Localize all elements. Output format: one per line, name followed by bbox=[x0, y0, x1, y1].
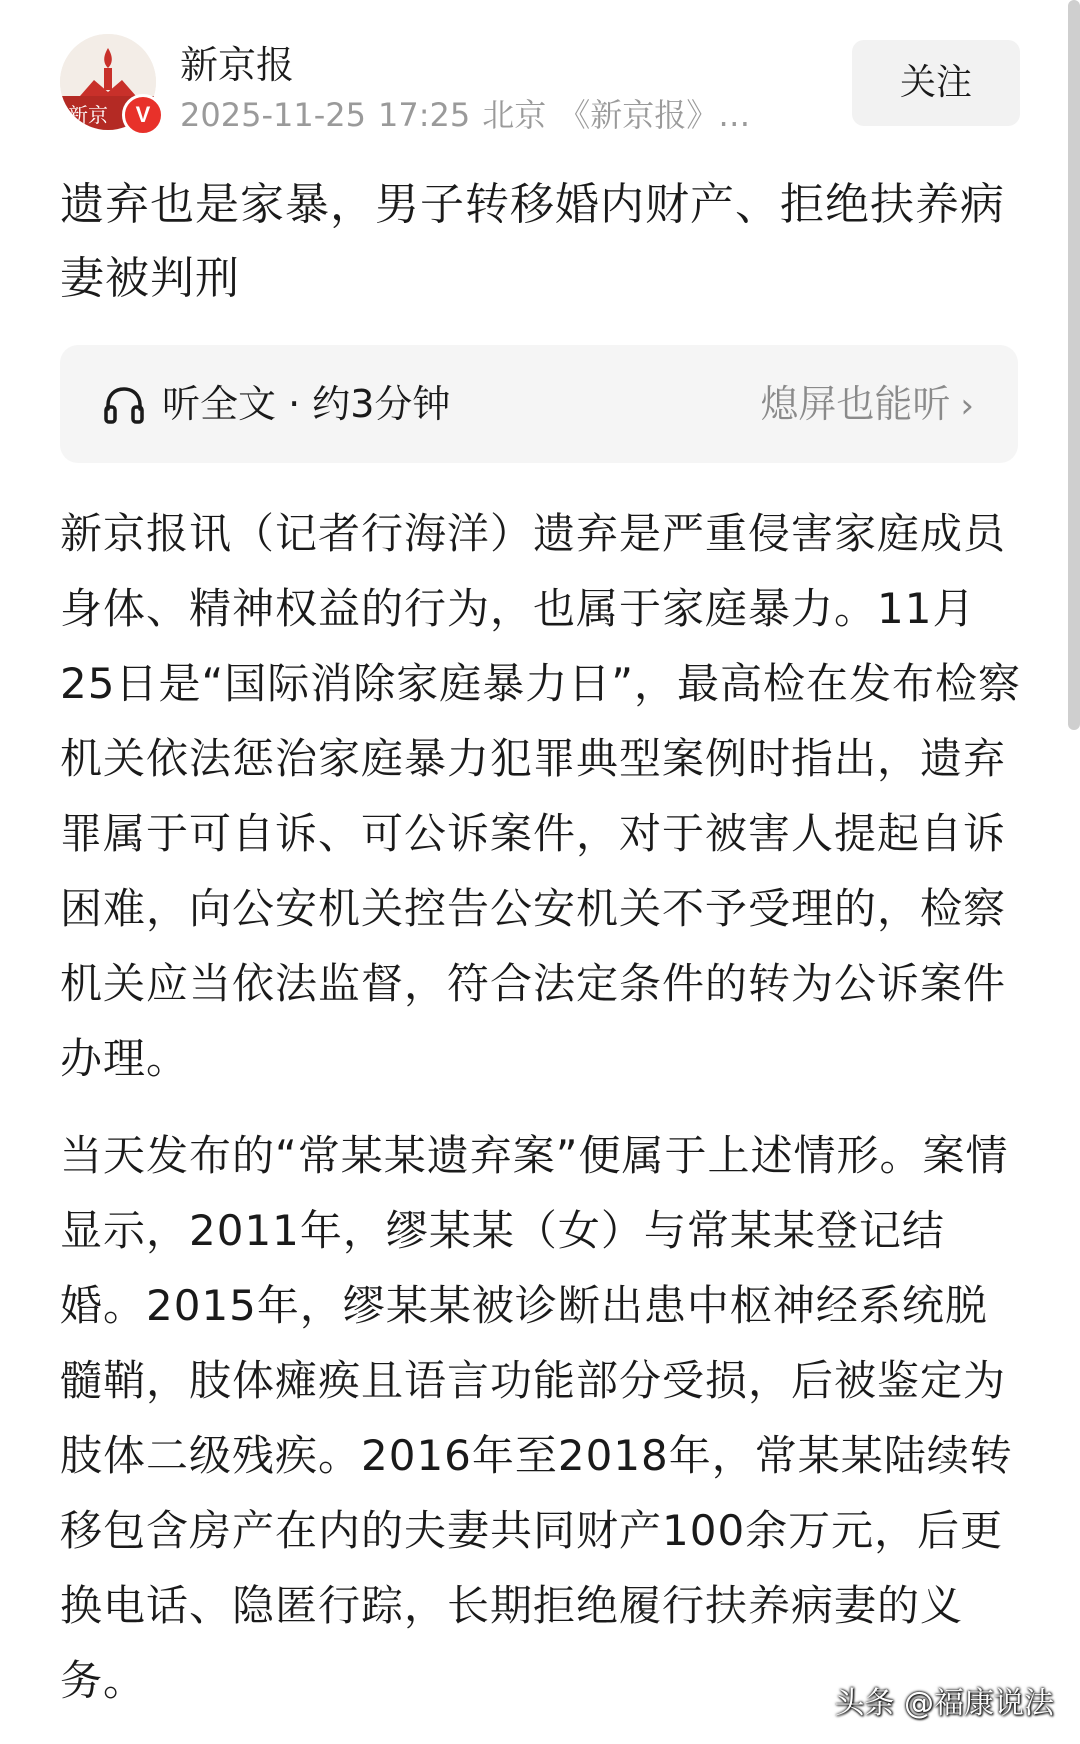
author-name[interactable]: 新京报 bbox=[180, 43, 295, 87]
article-title: 遗弃也是家暴，男子转移婚内财产、拒绝扶养病妻被判刑 bbox=[60, 179, 1005, 304]
article-header bbox=[60, 30, 1020, 134]
publish-location: 北京 bbox=[482, 96, 547, 134]
headphone-icon bbox=[102, 383, 146, 427]
publish-time: 17:25 bbox=[377, 96, 471, 134]
publish-date: 2025-11-25 bbox=[180, 96, 366, 134]
screen-off-listen-link[interactable] bbox=[760, 377, 974, 433]
listen-full-text-label[interactable]: 听全文 · 约3分钟 bbox=[162, 382, 451, 426]
publish-source: 《新京报》… bbox=[558, 96, 751, 134]
article-paragraph: 新京报讯（记者行海洋）遗弃是严重侵害家庭成员身体、精神权益的行为，也属于家庭暴力。11月25日是“国际消除家庭暴力日”，最高检在发布检察机关依法惩治家庭暴力犯罪典型案例时指出，遗弃罪属于可自诉、可公诉案件，对于被害人提起自诉困难，向公安机关控告公安机关不予受理的，检察机关应当依法监督，符合法定条件的转为公诉案件办理。 bbox=[60, 509, 1021, 1083]
svg-text:新京: 新京 bbox=[68, 103, 108, 127]
chevron-right-icon: › bbox=[960, 386, 974, 426]
watermark: 头条 @福康说法 bbox=[834, 1686, 1054, 1721]
listen-bar[interactable] bbox=[60, 345, 1018, 463]
article-paragraph: 当天发布的“常某某遗弃案”便属于上述情形。案情显示，2011年，缪某某（女）与常某某登记结婚。2015年，缪某某被诊断出患中枢神经系统脱髓鞘，肢体瘫痪且语言功能部分受损，后被鉴定为肢体二级残疾。2016年至2018年，常某某陆续转移包含房产在内的夫妻共同财产100余万元，后更换电话、隐匿行踪，长期拒绝履行扶养病妻的义务。 bbox=[60, 1131, 1013, 1705]
publish-meta bbox=[180, 90, 870, 136]
scrollbar[interactable] bbox=[1068, 0, 1080, 730]
screen-off-listen-label: 熄屏也能听 bbox=[760, 382, 951, 426]
verified-badge-icon: V bbox=[122, 94, 164, 136]
follow-button[interactable]: 关注 bbox=[852, 40, 1020, 126]
